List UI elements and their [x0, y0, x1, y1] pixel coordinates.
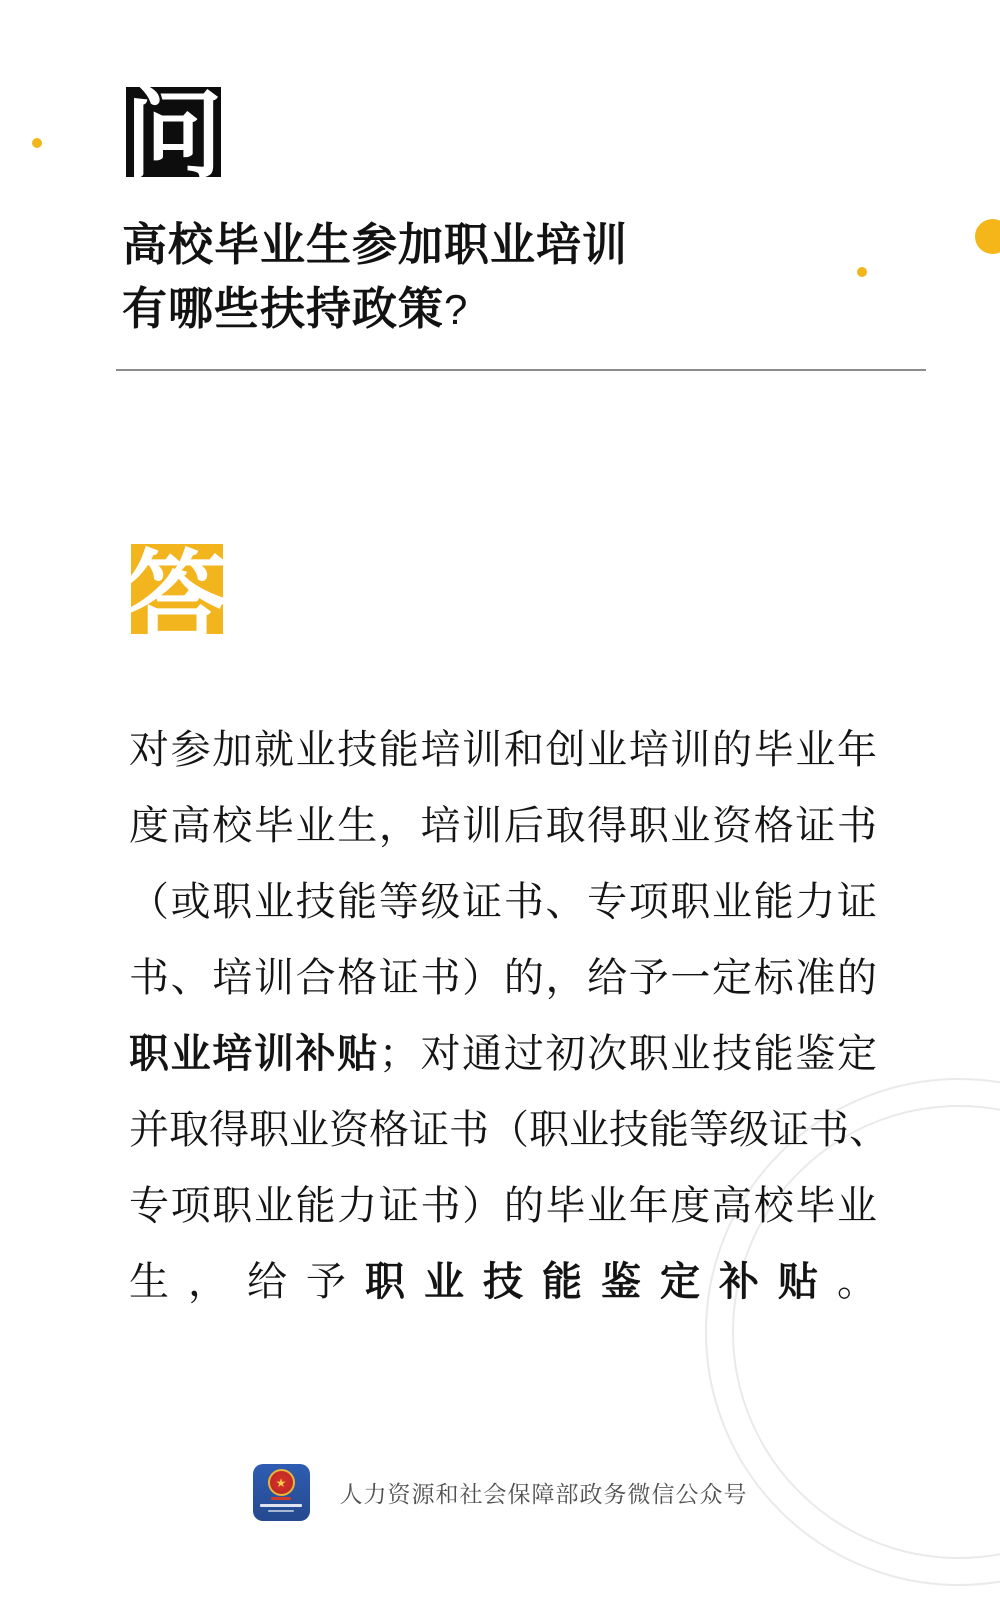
- logo-text-bar-small: [268, 1510, 294, 1512]
- answer-glyph-block: [126, 542, 228, 656]
- footer-label: 人力资源和社会保障部政务微信公众号: [339, 1481, 748, 1507]
- title-divider: [116, 369, 926, 371]
- page-title-line1: 高校毕业生参加职业培训: [122, 219, 629, 270]
- body-line: 书、培训合格证书）的，给予一定标准的: [129, 956, 877, 1000]
- body-line: 对参加就业技能培训和创业培训的毕业年: [129, 728, 877, 772]
- question-glyph: 问: [124, 79, 223, 189]
- body-line: 生，给予职业技能鉴定补贴。: [129, 1260, 877, 1304]
- body-line: 并取得职业资格证书（职业技能等级证书、: [129, 1108, 889, 1152]
- answer-glyph: 答: [126, 542, 228, 656]
- title-question-mark: ?: [444, 286, 469, 333]
- body-text: [129, 712, 889, 1320]
- logo-text-bar: [260, 1504, 302, 1507]
- national-emblem-icon: [253, 1464, 310, 1521]
- page-title-line2: 有哪些扶持政策?: [122, 283, 469, 334]
- body-line: 专项职业能力证书）的毕业年度高校毕业: [129, 1184, 877, 1228]
- emblem-circle-icon: [268, 1469, 295, 1496]
- emblem-ribbon: [271, 1497, 291, 1500]
- star-icon: ★: [275, 1475, 287, 1490]
- body-line: 度高校毕业生，培训后取得职业资格证书: [129, 804, 877, 848]
- body-line: 职业培训补贴；对通过初次职业技能鉴定: [129, 1032, 878, 1076]
- decor-dot-top-left: [32, 138, 42, 148]
- page-title: [122, 213, 628, 342]
- question-glyph-block: [124, 79, 223, 189]
- decor-circle-top-right: [975, 219, 1000, 254]
- decor-dot-mid-right: [857, 267, 867, 277]
- footer: [0, 1464, 1000, 1521]
- body-line: （或职业技能等级证书、专项职业能力证: [129, 880, 877, 924]
